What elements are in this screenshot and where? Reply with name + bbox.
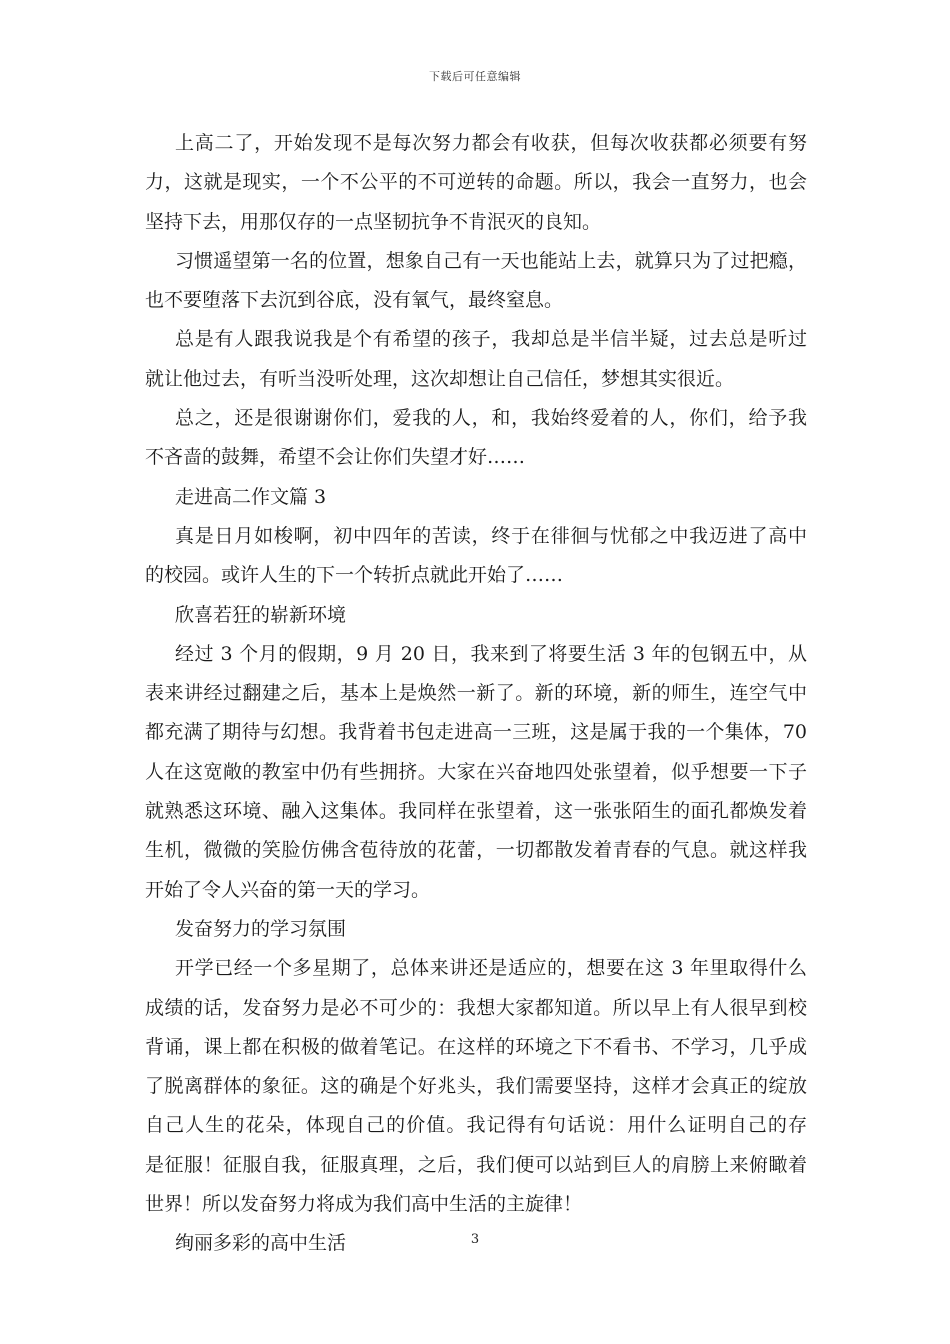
- text-line: 坚持下去，用那仅存的一点坚韧抗争不肯泯灭的良知。: [145, 210, 602, 233]
- text-line: 背诵，课上都在积极的做着笔记。在这样的环境之下不看书、不学习，几乎成: [145, 1035, 807, 1058]
- text-line: 总是有人跟我说我是个有希望的孩子，我却总是半信半疑，过去总是听过: [175, 328, 807, 351]
- subheading: 欣喜若狂的崭新环境: [175, 603, 347, 626]
- text-line: 都充满了期待与幻想。我背着书包走进高一三班，这是属于我的一个集体，70: [145, 721, 807, 744]
- text-line: 也不要堕落下去沉到谷底，没有氧气，最终窒息。: [145, 289, 564, 312]
- text-line: 表来讲经过翻建之后，基本上是焕然一新了。新的环境，新的师生，连空气中: [145, 682, 807, 705]
- text-line: 生机，微微的笑脸仿佛含苞待放的花蕾，一切都散发着青春的气息。就这样我: [145, 839, 807, 862]
- section-heading: 走进高二作文篇 3: [175, 485, 327, 508]
- subheading: 发奋努力的学习氛围: [175, 917, 347, 940]
- text-line: 开学已经一个多星期了，总体来讲还是适应的，想要在这 3 年里取得什么: [175, 957, 807, 980]
- subheading: 绚丽多彩的高中生活: [175, 1232, 347, 1255]
- text-line: 上高二了，开始发现不是每次努力都会有收获，但每次收获都必须要有努: [175, 132, 807, 154]
- text-line: 经过 3 个月的假期，9 月 20 日，我来到了将要生活 3 年的包钢五中，从: [175, 642, 807, 665]
- text-line: 总之，还是很谢谢你们，爱我的人，和，我始终爱着的人，你们，给予我: [175, 407, 807, 430]
- page-number: 3: [470, 1232, 480, 1247]
- text-line: 自己人生的花朵，体现自己的价值。我记得有句话说：用什么证明自己的存: [145, 1114, 807, 1137]
- document-body: [145, 124, 807, 1264]
- header-note: 下载后可任意编辑: [429, 70, 521, 83]
- text-line: 不吝啬的鼓舞，希望不会让你们失望才好……: [145, 446, 526, 469]
- text-line: 人在这宽敞的教室中仍有些拥挤。大家在兴奋地四处张望着，似乎想要一下子: [145, 760, 807, 783]
- text-line: 力，这就是现实，一个不公平的不可逆转的命题。所以，我会一直努力，也会: [145, 171, 807, 194]
- text-line: 习惯遥望第一名的位置，想象自己有一天也能站上去，就算只为了过把瘾，: [175, 249, 807, 272]
- text-line: 的校园。或许人生的下一个转折点就此开始了……: [145, 564, 564, 587]
- text-line: 就熟悉这环境、融入这集体。我同样在张望着，这一张张陌生的面孔都焕发着: [145, 800, 807, 823]
- text-line: 世界！所以发奋努力将成为我们高中生活的主旋律！: [145, 1193, 583, 1216]
- text-line: 开始了令人兴奋的第一天的学习。: [145, 878, 431, 901]
- text-line: 就让他过去，有听当没听处理，这次却想让自己信任，梦想其实很近。: [145, 367, 735, 390]
- text-line: 是征服！征服自我，征服真理，之后，我们便可以站到巨人的肩膀上来俯瞰着: [145, 1153, 807, 1176]
- text-line: 真是日月如梭啊，初中四年的苦读，终于在徘徊与忧郁之中我迈进了高中: [175, 524, 807, 547]
- text-line: 了脱离群体的象征。这的确是个好兆头，我们需要坚持，这样才会真正的绽放: [145, 1075, 807, 1098]
- text-line: 成绩的话，发奋努力是必不可少的：我想大家都知道。所以早上有人很早到校: [145, 996, 807, 1019]
